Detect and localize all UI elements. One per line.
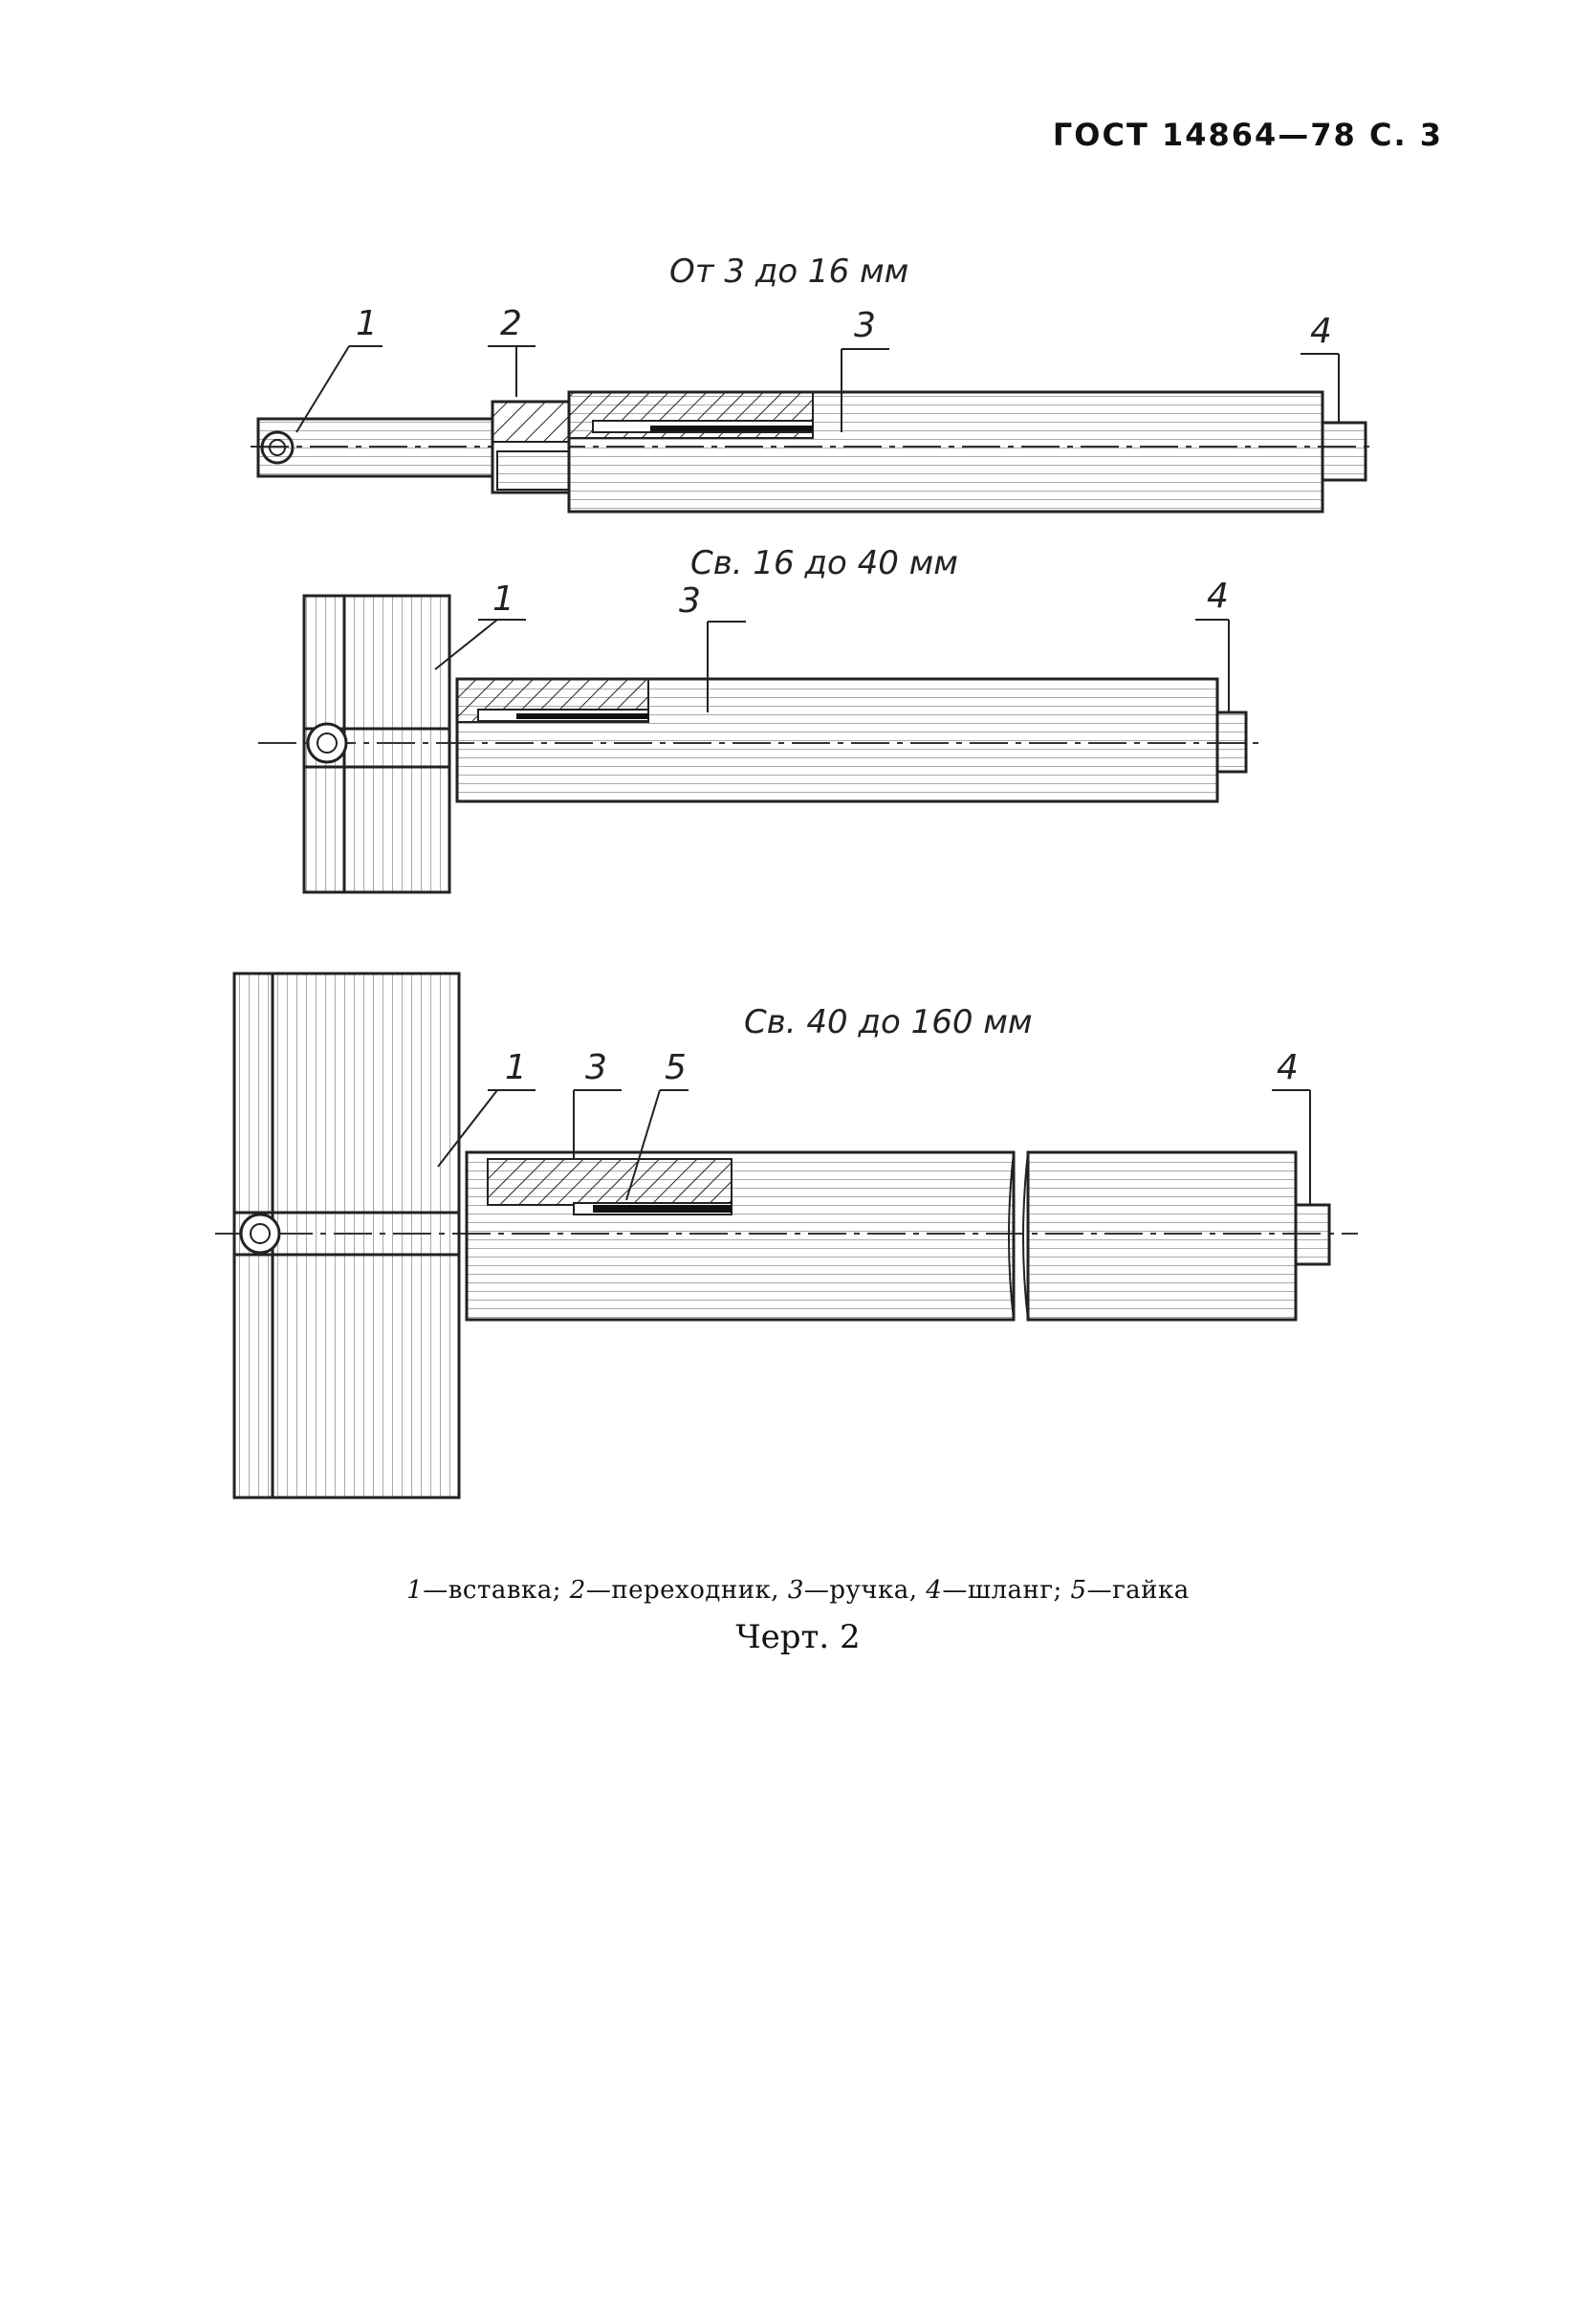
view1-label-2: 2 [500,304,522,343]
view2-label-1: 1 [492,580,514,619]
figure-caption: Черт. 2 [735,1618,861,1656]
view-2 [258,544,1262,892]
view1-label-3: 3 [854,306,876,345]
view3-label-4: 4 [1277,1048,1299,1087]
view2-label-3: 3 [679,581,701,621]
view3-label-5: 5 [665,1048,687,1087]
view1-title: От 3 до 16 мм [669,252,909,291]
view-3 [215,974,1358,1498]
view2-label-4: 4 [1207,577,1229,616]
document-header: ГОСТ 14864—78 С. 3 [1052,117,1443,153]
view1-label-1: 1 [356,304,378,343]
legend-item-insert: 1—вставка; [406,1576,570,1605]
legend-item-nut: 5—гайка [1070,1576,1190,1605]
legend-item-hose: 4—шланг; [926,1576,1071,1605]
view3-title: Св. 40 до 160 мм [744,1003,1033,1041]
view-1 [251,252,1377,512]
view3-label-3: 3 [585,1048,607,1087]
legend-item-handle: 3—ручка, [787,1576,927,1605]
figure-legend [0,1576,1596,1605]
view3-label-1: 1 [505,1048,527,1087]
view2-title: Св. 16 до 40 мм [690,544,958,582]
view1-label-4: 4 [1310,312,1332,351]
legend-item-adapter: 2—переходник, [569,1576,788,1605]
